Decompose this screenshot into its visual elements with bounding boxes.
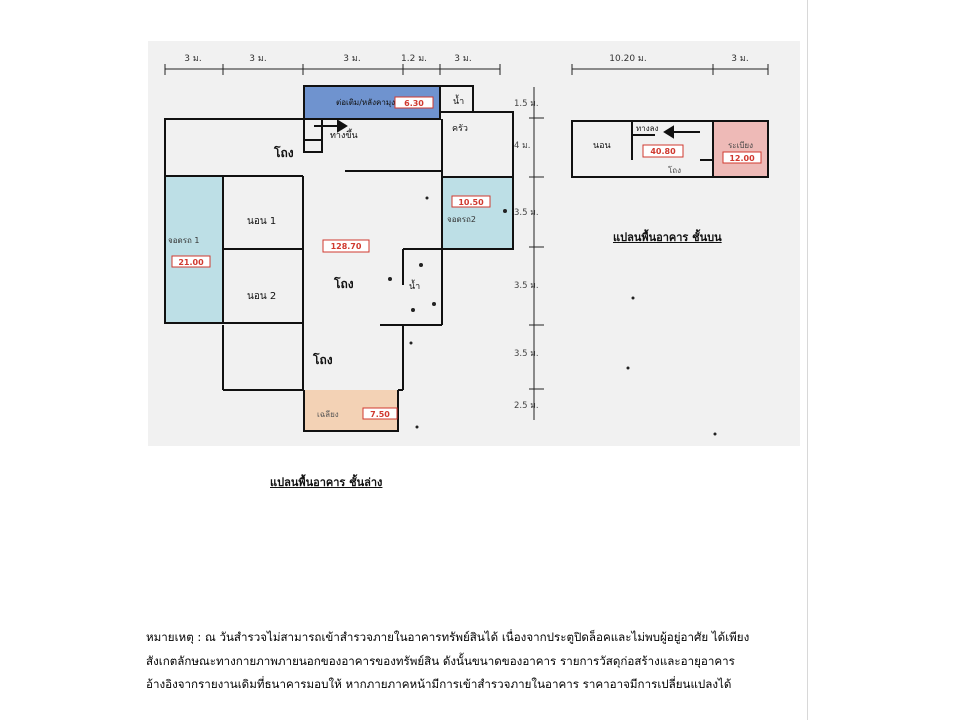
stairs-up-label: ทางขึ้น (330, 131, 358, 141)
lower-side-dimension-line (529, 87, 544, 420)
carport-2-label: จอดรถ2 (447, 215, 476, 224)
bedroom-1-label: นอน 1 (247, 216, 277, 227)
upper-bedroom-label: นอน (593, 141, 611, 151)
upper-dimension-line (572, 64, 768, 75)
kitchen-extension-label: ต่อเติม/หลังคามุง (336, 98, 396, 107)
upper-dim-top-1: 10.20 ม. (609, 54, 647, 64)
lower-dim-top-2: 3 ม. (249, 54, 267, 64)
lower-dim-top-5: 3 ม. (454, 54, 472, 64)
porch-label: เฉลียง (317, 410, 339, 419)
lower-dim-side-1: 1.5 ม. (514, 99, 539, 109)
carport-1-label: จอดรถ 1 (168, 236, 200, 245)
upper-dim-top-2: 3 ม. (731, 54, 749, 64)
bath-mid-label: น้ำ (409, 282, 421, 292)
carport-1-zone (165, 176, 223, 323)
lower-dim-side-4: 3.5 ม. (514, 281, 539, 291)
lower-floor-caption: แปลนพื้นอาคาร ชั้นล่าง (270, 476, 383, 489)
area-main-lower: 128.70 (330, 242, 362, 251)
area-kitchen-extension: 6.30 (404, 99, 424, 108)
lower-dim-side-2: 4 ม. (514, 141, 531, 151)
upper-floor-caption: แปลนพื้นอาคาร ชั้นบน (613, 231, 722, 244)
lower-dim-top-4: 1.2 ม. (401, 54, 427, 64)
stairs-down-label: ทางลง (636, 124, 659, 133)
lower-dim-side-6: 2.5 ม. (514, 401, 539, 411)
area-carport-2: 10.50 (458, 198, 484, 207)
kitchen-label: ครัว (452, 124, 468, 134)
balcony-label: ระเบียง (728, 141, 753, 150)
lower-dim-side-5: 3.5 ม. (514, 349, 539, 359)
stairs-down-arrow (665, 127, 700, 137)
upper-hall-label: โถง (668, 166, 682, 175)
stairs-up-arrow (314, 121, 346, 131)
area-main-upper: 40.80 (650, 147, 676, 156)
area-balcony: 12.00 (729, 154, 755, 163)
note-line-1: หมายเหตุ : ณ วันสำรวจไม่สามารถเข้าสำรวจภายในอาคารทรัพย์สินได้ เนื่องจากประตูปิดล็อคและไม่พบผู้อยู่อาศัย ได้เพียง (146, 630, 750, 644)
hall-bottom-label: โถง (313, 353, 333, 367)
bedroom-2-label: นอน 2 (247, 291, 277, 302)
lower-dim-top-3: 3 ม. (343, 54, 361, 64)
note-line-2: สังเกตลักษณะทางกายภาพภายนอกของอาคารของทรัพย์สิน ดังนั้นขนาดของอาคาร รายการวัสดุก่อสร้างและอายุอาคาร (146, 654, 735, 668)
bath-top-label: น้ำ (453, 97, 465, 107)
hall-main-label: โถง (334, 277, 354, 291)
hall-top-label: โถง (274, 146, 294, 160)
lower-dimension-line (165, 64, 500, 75)
lower-dim-side-3: 3.5 ม. (514, 208, 539, 218)
area-porch: 7.50 (370, 410, 390, 419)
area-carport-1: 21.00 (178, 258, 204, 267)
lower-dim-top-1: 3 ม. (184, 54, 202, 64)
note-line-3: อ้างอิงจากรายงานเดิมที่ธนาคารมอบให้ หากภายภาคหน้ามีการเข้าสำรวจภายในอาคาร ราคาอาจมีการเปลี่ยนแปลงได้ (146, 677, 732, 691)
carport-2-zone (442, 177, 513, 249)
